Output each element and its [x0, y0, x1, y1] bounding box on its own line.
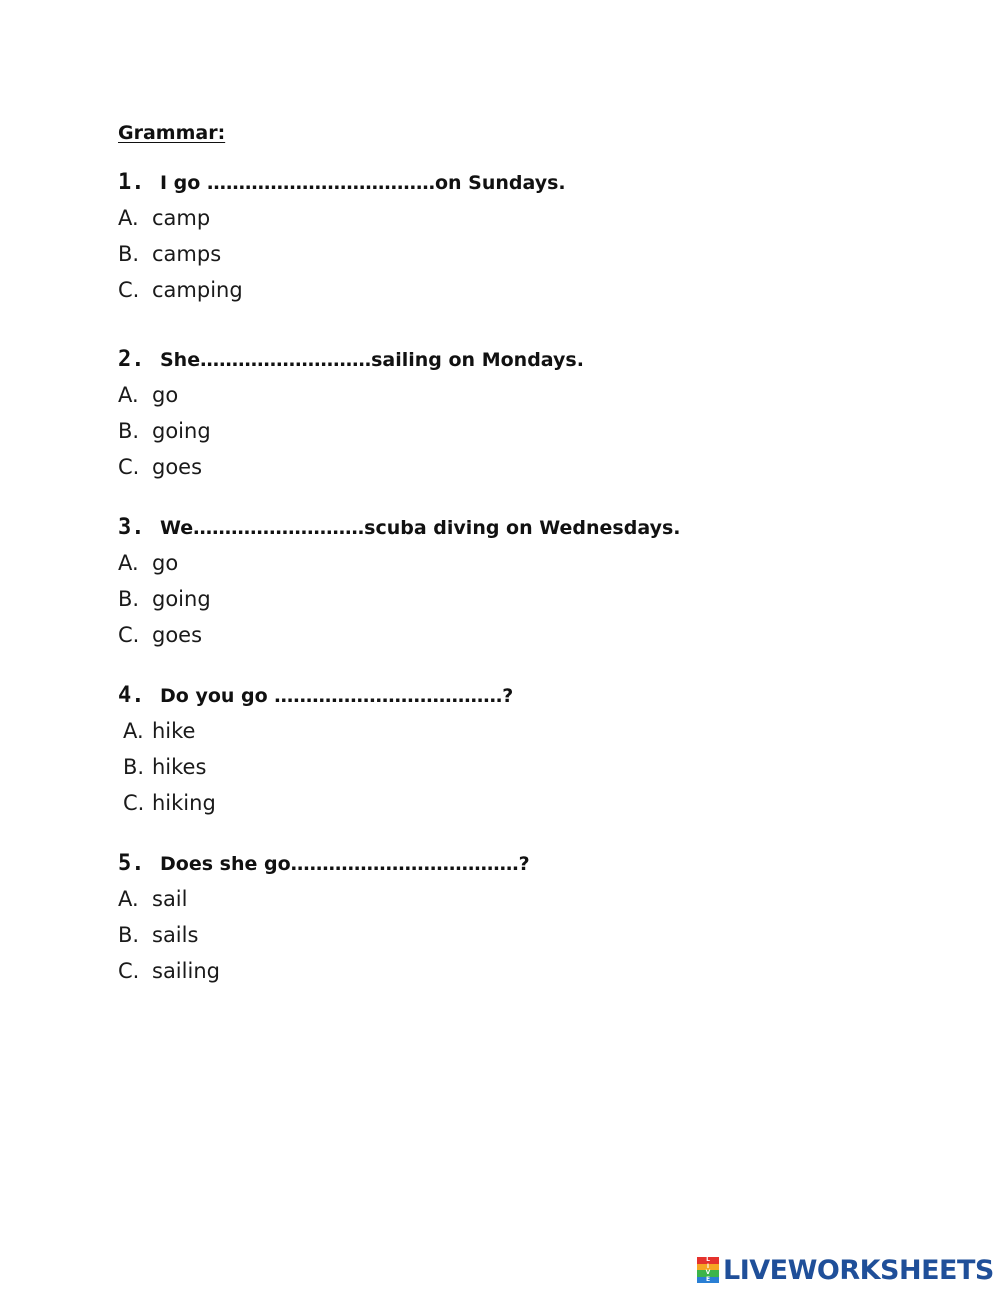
logo-mark-icon — [697, 1257, 719, 1283]
question-text: We………………………scuba diving on Wednesdays. — [160, 517, 681, 539]
question-text: I go ………………………………on Sundays. — [160, 172, 566, 194]
option-text: goes — [152, 623, 203, 647]
option-letter: A. — [123, 719, 144, 743]
option-letter: A. — [118, 887, 139, 911]
option-letter: B. — [118, 923, 140, 947]
option-text: going — [152, 587, 211, 611]
option-a[interactable] — [118, 887, 818, 923]
question-2 — [118, 347, 818, 491]
question-3 — [118, 515, 818, 659]
question-number: 1. — [118, 170, 145, 195]
logo-text: LIVEWORKSHEETS — [723, 1254, 994, 1286]
answer-options — [118, 887, 818, 995]
logo-mark-letter: E — [697, 1277, 719, 1284]
question-text: Do you go ………………………………? — [160, 685, 514, 707]
question-text: She………………………sailing on Mondays. — [160, 349, 584, 371]
question-prompt — [118, 515, 818, 545]
option-a[interactable] — [118, 383, 818, 419]
option-b[interactable] — [118, 419, 818, 455]
question-prompt — [118, 170, 818, 200]
answer-options — [118, 719, 818, 827]
answer-options — [118, 551, 818, 659]
option-text: hikes — [152, 755, 207, 779]
answer-options — [118, 383, 818, 491]
option-letter: B. — [123, 755, 145, 779]
option-letter: C. — [118, 959, 140, 983]
option-letter: C. — [118, 278, 140, 302]
option-letter: C. — [118, 455, 140, 479]
option-text: sails — [152, 923, 199, 947]
question-1 — [118, 170, 818, 314]
question-5 — [118, 851, 818, 995]
option-c[interactable] — [118, 959, 818, 995]
option-a[interactable] — [118, 206, 818, 242]
option-c[interactable] — [118, 623, 818, 659]
option-a[interactable] — [118, 551, 818, 587]
question-number: 4. — [118, 683, 145, 708]
option-text: camp — [152, 206, 211, 230]
option-c[interactable] — [123, 791, 818, 827]
question-prompt — [118, 347, 818, 377]
question-prompt — [118, 851, 818, 881]
logo-mark-letter: I — [697, 1264, 719, 1271]
question-prompt — [118, 683, 818, 713]
option-b[interactable] — [118, 923, 818, 959]
option-text: hiking — [152, 791, 216, 815]
option-text: goes — [152, 455, 203, 479]
option-text: sailing — [152, 959, 220, 983]
option-letter: C. — [123, 791, 145, 815]
option-text: camping — [152, 278, 243, 302]
option-b[interactable] — [123, 755, 818, 791]
option-b[interactable] — [118, 242, 818, 278]
option-text: sail — [152, 887, 188, 911]
answer-options — [118, 206, 818, 314]
question-4 — [118, 683, 818, 827]
option-letter: A. — [118, 206, 139, 230]
question-number: 5. — [118, 851, 145, 876]
option-letter: C. — [118, 623, 140, 647]
option-letter: B. — [118, 587, 140, 611]
option-letter: B. — [118, 242, 140, 266]
option-letter: B. — [118, 419, 140, 443]
question-number: 3. — [118, 515, 145, 540]
option-c[interactable] — [118, 278, 818, 314]
option-text: go — [152, 551, 179, 575]
option-letter: A. — [118, 551, 139, 575]
option-text: camps — [152, 242, 222, 266]
question-number: 2. — [118, 347, 145, 372]
option-text: hike — [152, 719, 196, 743]
option-text: go — [152, 383, 179, 407]
option-text: going — [152, 419, 211, 443]
question-text: Does she go………………………………? — [160, 853, 530, 875]
option-a[interactable] — [123, 719, 818, 755]
option-b[interactable] — [118, 587, 818, 623]
option-letter: A. — [118, 383, 139, 407]
option-c[interactable] — [118, 455, 818, 491]
logo-mark-letter: L — [697, 1257, 719, 1264]
logo-mark-letter: V — [697, 1270, 719, 1277]
liveworksheets-logo — [697, 1255, 994, 1285]
page-title: Grammar: — [118, 122, 226, 144]
